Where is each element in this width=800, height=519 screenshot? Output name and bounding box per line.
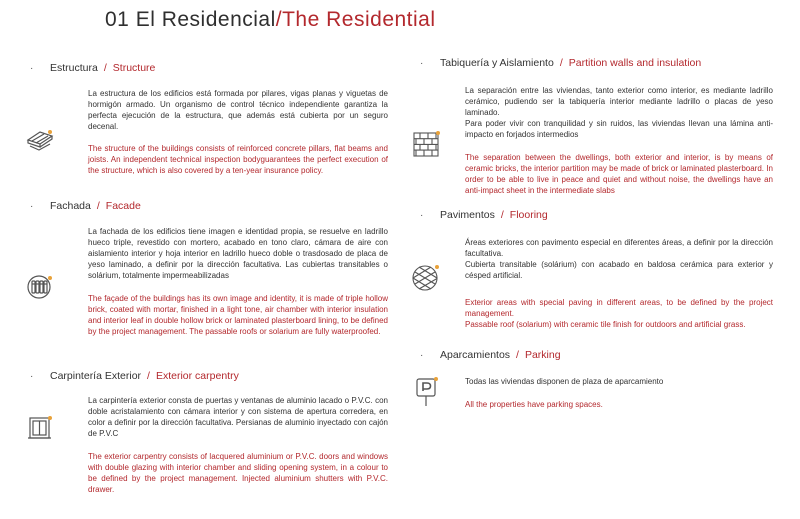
carpinteria-text-en: The exterior carpentry consists of lacquered aluminium or P.V.C. doors and windows with double glazing with interior chamber and sliding opening system, in a colour to be defined by the project management. Injected aluminium shutters with P.V.C. drawer. xyxy=(88,452,388,494)
heading-en: Facade xyxy=(105,200,141,212)
section-heading xyxy=(30,62,155,74)
tabiqueria-text-es-content: La separación entre las viviendas, tanto exterior como interior, es mediante ladrillo cerámico, pudiendo ser la tabiquería interior mediante ladrillo o placas de yeso laminado. Para poder vivir con tranquilidad y sin ruidos, las viviendas llevan una lámina anti-impacto en forjados intermedios xyxy=(465,86,773,139)
pavimentos-text-es-content: Áreas exteriores con pavimento especial en diferentes áreas, a definir por la dirección facultativa. Cubierta transitable (solárium) con acabado en baldosa cerámica para exterior y césped artificial. xyxy=(465,238,773,280)
section-estructura xyxy=(30,62,155,74)
heading-separator: / xyxy=(559,57,563,69)
heading-separator: / xyxy=(500,209,504,221)
bullet-dot: · xyxy=(420,349,424,361)
estructura-text-es: La estructura de los edificios está formada por pilares, vigas planas y viguetas de hormigón armado. Un organismo de control técnico independiente garantiza la perfecta ejecución de la estructura, que además está cubierta por un seguro decenal. xyxy=(88,89,388,131)
pavimentos-text-en-content: Exterior areas with special paving in different areas, to be defined by the project management. Passable roof (solarium) with ceramic tile finish for outdoors and artificial grass. xyxy=(465,298,773,329)
brick-wall-icon xyxy=(410,128,442,160)
section-heading xyxy=(420,57,701,69)
heading-es: Carpintería Exterior xyxy=(50,370,142,382)
parking-icon xyxy=(412,375,442,409)
heading-en: Exterior carpentry xyxy=(155,370,239,382)
title-separator: / xyxy=(275,8,283,31)
title-es: 01 El Residencial xyxy=(105,8,276,31)
bullet-dot: · xyxy=(420,209,424,221)
fachada-text-es: La fachada de los edificios tiene imagen e identidad propia, se resuelve en ladrillo hueco triple, revestido con mortero, acabado en tono claro, cámara de aire con aislamiento interior y hoja interior en ladrillo hueco doble o trasdosado de placa de yeso laminado, a definir por la dirección facultativa. Las cubiertas transitables o solárium, totalmente impermeabilizadas xyxy=(88,227,388,280)
section-heading xyxy=(30,370,239,382)
bullet-dot: · xyxy=(420,57,424,69)
radiator-icon xyxy=(25,272,55,302)
tabiqueria-text-es xyxy=(465,85,773,140)
section-heading xyxy=(30,200,141,212)
pavimentos-text-en xyxy=(465,297,773,330)
pavimentos-text-es xyxy=(465,237,773,281)
heading-en: Parking xyxy=(524,349,561,361)
heading-es: Estructura xyxy=(50,62,98,74)
heading-es: Tabiquería y Aislamiento xyxy=(440,57,554,69)
section-fachada xyxy=(30,200,141,212)
heading-separator: / xyxy=(147,370,150,382)
fachada-text-en: The façade of the buildings has its own image and identity, it is made of triple hollow brick, coated with mortar, finished in a light tone, air chamber with interior insulation and interior leaf in double hollow brick or laminated plasterboard lining, to be defined by the project management. The passable roofs or solarium are fully waterproofed. xyxy=(88,294,388,336)
heading-es: Fachada xyxy=(50,200,91,212)
bullet-dot: · xyxy=(30,370,34,382)
aparcamientos-text-en: All the properties have parking spaces. xyxy=(465,400,603,409)
heading-separator: / xyxy=(96,200,100,212)
title-en: The Residential xyxy=(282,8,436,31)
heading-separator: / xyxy=(516,349,519,361)
tile-floor-icon xyxy=(410,262,442,294)
heading-separator: / xyxy=(103,62,107,74)
section-tabiqueria xyxy=(420,57,701,69)
section-heading xyxy=(420,349,561,361)
carpinteria-text-es: La carpintería exterior consta de puertas y ventanas de aluminio lacado o P.V.C. con doble acristalamiento con cámara interior y con sistema de apertura corredera, en color a definir por la dirección facultativa. Persianas de aluminio inyectado con cajón de P.V.C xyxy=(88,396,388,438)
section-carpinteria xyxy=(30,370,239,382)
heading-en: Structure xyxy=(112,62,156,74)
section-heading xyxy=(420,209,548,221)
page-title xyxy=(105,8,436,32)
window-icon xyxy=(25,412,55,442)
heading-en: Flooring xyxy=(509,209,548,221)
bullet-dot: · xyxy=(30,62,34,74)
estructura-text-en: The structure of the buildings consists of reinforced concrete pillars, flat beams and joists. An independent technical inspection bodyguarantees the perfect execution of the structure, which is also covered by a ten-year insurance policy. xyxy=(88,144,388,175)
heading-es: Aparcamientos xyxy=(440,349,511,361)
section-aparcamientos xyxy=(420,349,561,361)
beams-icon xyxy=(25,124,55,154)
aparcamientos-text-es: Todas las viviendas disponen de plaza de aparcamiento xyxy=(465,377,664,386)
section-pavimentos xyxy=(420,209,548,221)
heading-es: Pavimentos xyxy=(440,209,495,221)
heading-en: Partition walls and insulation xyxy=(568,57,702,69)
tabiqueria-text-en: The separation between the dwellings, both exterior and interior, is by means of ceramic bricks, the interior partition may be made of brick or laminated plasterboard. In order to be able to live in peace and quiet and without noise, the dwellings have an anti-impact sheet in the intermediate slabs xyxy=(465,153,773,195)
bullet-dot: · xyxy=(30,200,34,212)
